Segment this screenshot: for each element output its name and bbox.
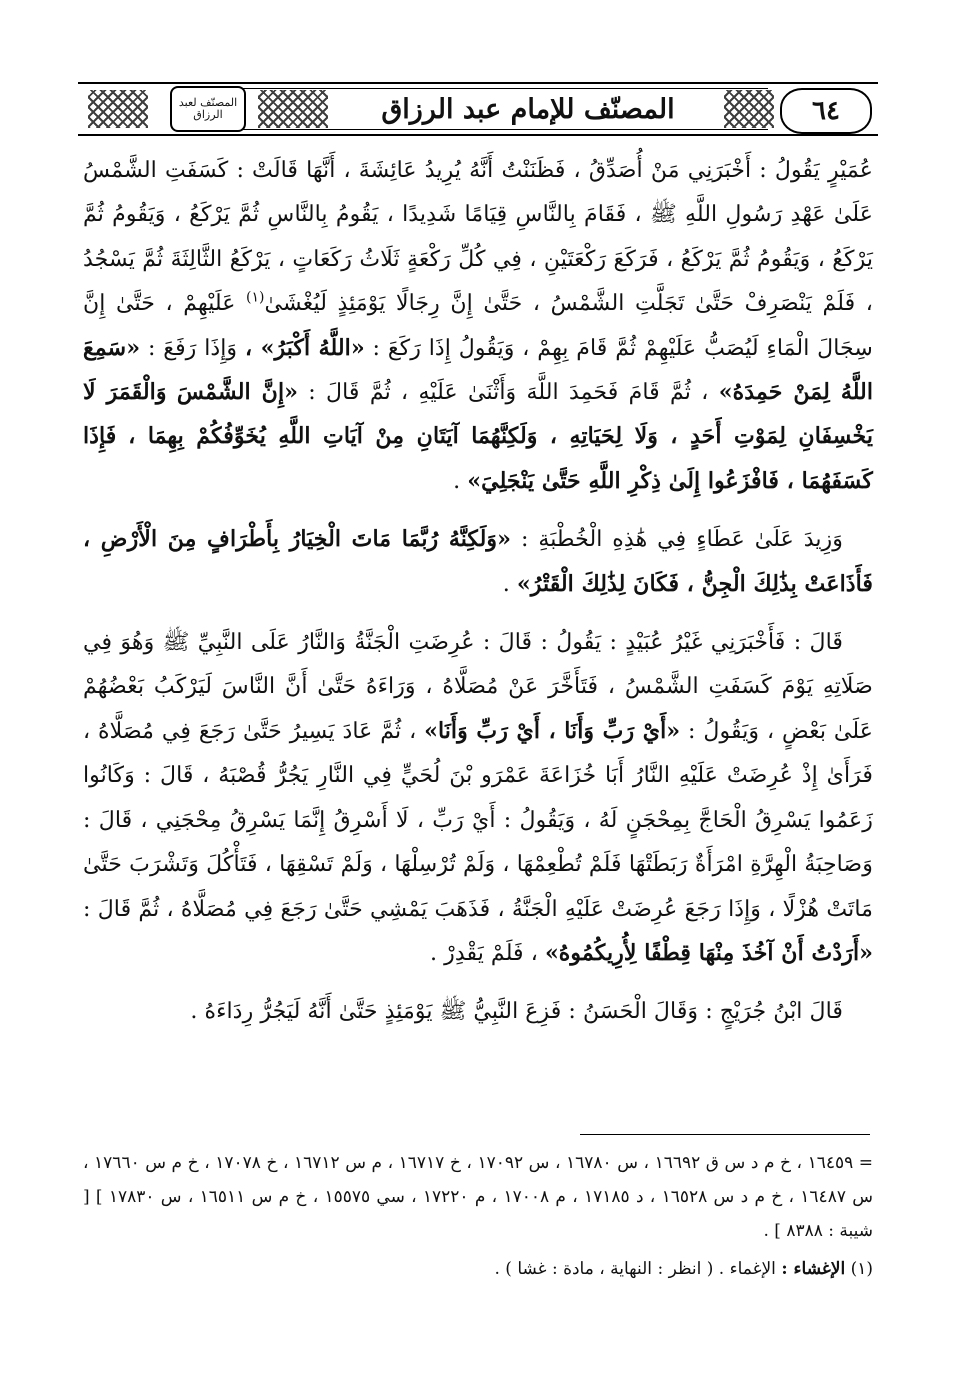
book-seal: المصنّف لعبد الرزاق (170, 86, 246, 132)
paragraph-2 (83, 517, 873, 606)
text-line: قَالَ : وَصَاحِبَةُ الْهِرَّةِ امْرَأَةٌ رَبَطَتْهَا فَلَمْ تُطْعِمْهَا ، وَلَمْ تُرْسِلْهَا ، وَلَمْ تَسْقِهَا ، فَتَأْكُلَ (83, 806, 873, 878)
text-line: ، ثُمَّ قَامَ فَحَمِدَ اللَّهَ وَأَثْنَىٰ عَلَيْهِ ، ثُمَّ قَالَ : (308, 379, 709, 406)
text-line: عُمَيْرٍ يَقُولُ : أَخْبَرَنِي مَنْ أُصَدِّقُ ، فَظَنَنْتُ أَنَّهُ يُرِيدُ عَائِشَةَ ، أَنَّهَا قَالَتْ : كَسَفَتِ (164, 157, 873, 183)
footnote-separator (580, 1134, 870, 1135)
footnote-number: (١) (850, 1259, 873, 1279)
footnote-1 (83, 1252, 873, 1286)
hadith-quote: «أَيْ رَبِّ وَأَنَا ، أَيْ رَبِّ وَأَنَا» (424, 717, 681, 744)
page-header (78, 82, 878, 136)
text-line: ، فَلَمْ يَقْدِرْ . (430, 939, 538, 966)
header-ornament-icon (724, 90, 774, 128)
text-line: فِي مُصَلَّاهُ ، ثُمَّ قَالَ : (83, 895, 274, 922)
reference-line: ١٥٥٧٥ ، خ م س ١٦٥١١ ، س ١٧٨٣٠ ] [ شيبة : ٨٣٨٨ ] . (83, 1187, 873, 1241)
text-line: وَتَشْرَبَ حَتَّىٰ مَاتَتْ هُزْلًا ، وَإِذَا رَجَعَ عُرِضَتْ عَلَيْهِ الْجَنَّةُ ، فَذَهَبَ يَمْشِي حَتَّىٰ رَجَعَ (83, 851, 873, 922)
text-line: زَعَمُوا يَسْرِقُ الْحَاجَّ بِمِحْجَنٍ لَهُ ، وَيَقُولُ : أَيْ رَبِّ ، لَا أَسْرِقُ إِنَّمَا يَسْرِقُ مِحْجَنِي ، (140, 806, 874, 833)
header-ornament-icon (258, 90, 328, 128)
hadith-quote: «اللَّهُ أَكْبَرُ» ، (244, 334, 365, 361)
header-ornament-icon (88, 90, 148, 128)
paragraph-4: قَالَ ابْنُ جُرَيْجٍ : وَقَالَ الْحَسَنُ : فَزِعَ النَّبِيُّ ﷺ يَوْمَئِذٍ حَتَّىٰ أَنَّهُ لَيَجُرُّ رِدَاءَهُ . (190, 998, 843, 1025)
paragraph-3 (83, 620, 873, 975)
main-text (83, 148, 873, 1034)
text-line: وَزِيدَ عَلَىٰ عَطَاءٍ فِي هَٰذِهِ الْخُطْبَةِ : (520, 526, 843, 553)
reference-line: خ م س ١٧٦٦٠ ، س ١٦٤٨٧ ، خ م د س ١٦٥٢٨ ، د ١٧١٨٥ ، م ١٧٠٠٨ ، م ١٧٢٢٠ ، سي (83, 1153, 873, 1207)
hadith-quote: «إِنَّ الشَّمْسَ (176, 379, 298, 406)
text-line: عَلَيْهِمْ ، حَتَّىٰ إِنَّ سِجَالَ الْمَاءِ لَيُصَبُّ عَلَيْهِمْ ثُمَّ قَامَ بِهِمْ ، وَيَقُولُ إِذَا رَكَعَ : (83, 290, 873, 361)
header-top-rule (78, 82, 878, 84)
text-line: فَرَأَىٰ إِذْ عُرِضَتْ عَلَيْهِ النَّارُ أَبَا خُزَاعَةَ عَمْرَو بْنَ لُحَيٍّ فِي النَّارِ يَجُرُّ قُصْبَهُ ، قَالَ : وَكَانُوا (83, 762, 873, 789)
footnote-text: الإغماء . ( انظر : النهاية ، مادة : غشا ) . (494, 1259, 776, 1279)
running-title: المصنّف للإمام عبد الرزاق (381, 93, 675, 125)
text-line: قَالَ : فَأَخْبَرَنِي غَيْرُ عُبَيْدٍ : يَقُولُ : قَالَ : عُرِضَتِ الْجَنَّةُ وَالنَّارُ عَلَى النَّبِيِّ ﷺ وَهُوَ فِي (83, 629, 843, 656)
text-line: وَإِذَا رَفَعَ : (147, 334, 238, 361)
footnotes (83, 1146, 873, 1286)
hadith-quote: وَالْقَمَرَ لَا يَخْسِفَانِ لِمَوْتِ أَحَدٍ ، وَلَا لِحَيَاتِهِ ، وَلَكِنَّهُمَا آيَتَانِ مِنْ آيَاتِ اللَّهِ يُخَوِّفُكُمْ بِهِمَا ، (83, 379, 873, 450)
text-line: ، ثُمَّ عَادَ يَسِيرُ حَتَّىٰ رَجَعَ فِي مُصَلَّاهُ ، (83, 717, 417, 744)
footnote-term: الإغشاء : (781, 1259, 846, 1279)
text-line: عَلَىٰ بَعْضٍ ، وَيَقُولُ : (688, 717, 873, 744)
hadith-quote: فَإِذَا كَسَفَهُمَا ، فَافْزَعُوا إِلَىٰ ذِكْرِ اللَّهِ حَتَّىٰ يَنْجَلِيَ» (83, 423, 873, 494)
page-number: ٦٤ (780, 88, 872, 134)
hadith-quote: «أَرَدْتُ أَنْ آخُذَ مِنْهَا قِطْفًا لِأُرِيكُمُوهُ» (544, 939, 873, 966)
hadith-quote: «وَلَكِنَّهُ رُبَّمَا مَاتَ الْخِيَارُ بِأَطْرَافٍ مِنَ الْأَرْضِ ، (83, 526, 512, 553)
text-line: الشَّمْسُ عَلَىٰ عَهْدِ رَسُولِ اللَّهِ ﷺ ، فَقَامَ بِالنَّاسِ قِيَامًا شَدِيدًا ، يَقُومُ بِالنَّاسِ ثُمَّ يَرْكَعُ ، (83, 157, 873, 228)
text-line: . (453, 467, 461, 494)
cross-references (83, 1146, 873, 1248)
reference-line: = ١٦٤٥٩ ، خ م د س ق ١٦٦٩٢ ، س ١٦٧٨٠ ، س ١٧٠٩٢ ، خ ١٦٧١٧ ، م س ١٦٧١٢ ، خ ١٧٠٧٨ ، (204, 1153, 874, 1173)
hadith-quote: «سَمِعَ اللَّهُ لِمَنْ حَمِدَهُ» (83, 334, 873, 406)
text-line: . (502, 570, 510, 597)
footnote-marker: (١) (246, 289, 265, 306)
header-bottom-rule (78, 134, 878, 136)
hadith-quote: فَأَذَاعَتْ بِذَٰلِكَ الْجِنُّ ، فَكَانَ لِذَٰلِكَ الْقَتْرُ» (516, 570, 873, 597)
paragraph-1 (83, 148, 873, 503)
text-line: الثَّالِثَةَ ثُمَّ يَسْجُدُ ، فَلَمْ يَنْصَرِفْ حَتَّىٰ تَجَلَّتِ الشَّمْسُ ، حَتَّىٰ إِنَّ رِجَالًا يَوْمَئِذٍ لَيُغْشَىٰ (83, 245, 873, 317)
text-line: وَيَقُومُ ثُمَّ يَرْكَعُ ، وَيَقُومُ ثُمَّ يَرْكَعُ ، فَرَكَعَ رَكْعَتَيْنِ ، فِي كُلِّ رَكْعَةٍ ثَلَاثُ رَكَعَاتٍ ، يَرْكَعُ (83, 201, 874, 272)
text-line: صَلَاتِهِ يَوْمَ كَسَفَتِ الشَّمْسُ ، فَتَأَخَّرَ عَنْ مُصَلَّاهُ ، وَرَاءَهُ حَتَّىٰ أَنَّ النَّاسَ لَيَرْكَبُ بَعْضُهُمْ (83, 673, 873, 700)
